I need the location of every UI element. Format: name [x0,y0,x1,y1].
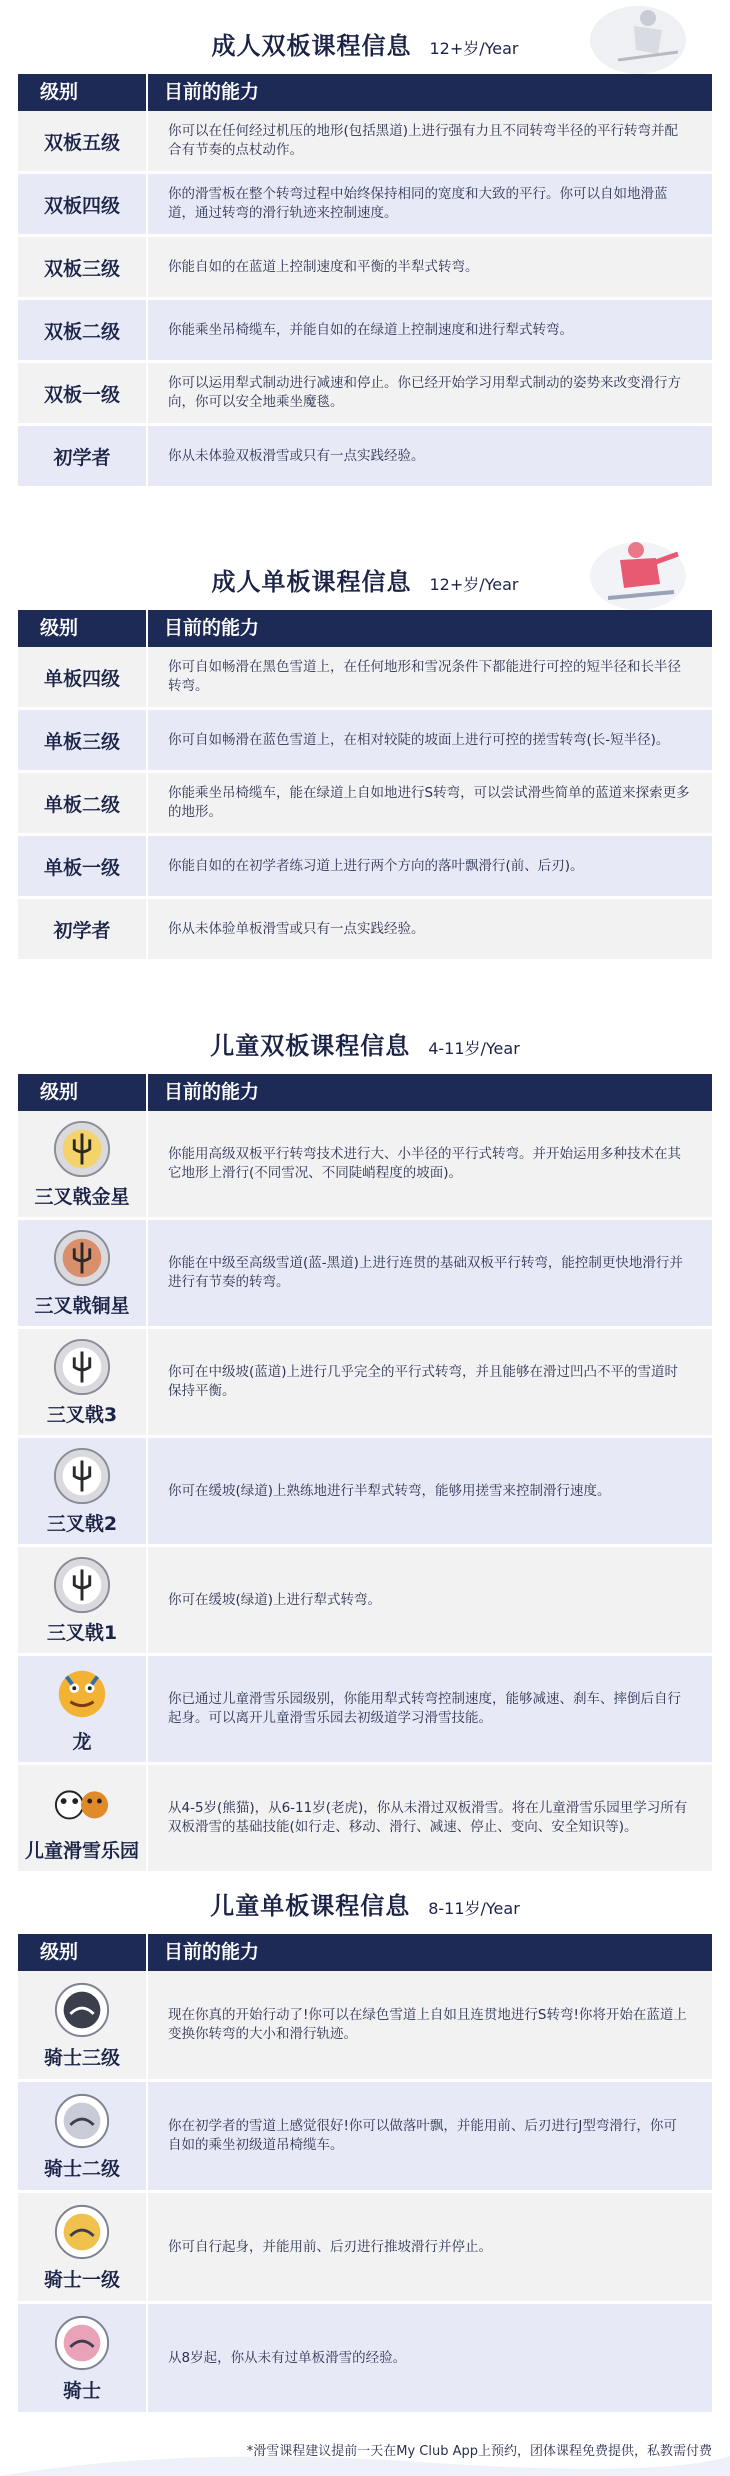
trident-gold-badge-icon [53,1120,111,1178]
level-label: 双板二级 [18,300,148,360]
ability-text: 你能在中级至高级雪道(蓝-黑道)上进行连贯的基础双板平行转弯，能控制更快地滑行并进行有节奏的转弯。 [168,1255,683,1290]
table-row [18,111,712,174]
header-ability: 目前的能力 [164,1081,260,1103]
ability-text: 你可在缓坡(绿道)上熟练地进行半犁式转弯，能够用搓雪来控制滑行速度。 [168,1482,611,1499]
ability-text: 你从未体验单板滑雪或只有一点实践经验。 [168,920,425,937]
level-label: 三叉戟1 [46,1621,118,1644]
level-cell [18,1329,148,1435]
ability-text: 你能自如的在初学者练习道上进行两个方向的落叶飘滑行(前、后刃)。 [168,857,584,874]
table-row [18,1765,712,1874]
header-level: 级别 [18,1074,148,1111]
level-label: 骑士二级 [43,2157,120,2180]
ability-text: 从4-5岁(熊猫)，从6-11岁(老虎)，你从未滑过双板滑雪。将在儿童滑雪乐园里学习所有双板滑雪的基础技能(如行走、移动、滑行、减速、停止、变向、安全知识等)。 [168,1800,688,1835]
table-row [18,1656,712,1765]
level-label: 三叉戟金星 [34,1185,130,1208]
rider-2-badge-icon [53,2092,111,2150]
table-header [18,1934,712,1971]
kids-snowboard-section [18,1860,712,2415]
level-label: 单板一级 [18,836,148,896]
header-ability: 目前的能力 [164,81,260,103]
rider-badge-icon [53,2314,111,2372]
table-header [18,1074,712,1111]
table-row [18,1547,712,1656]
section-age: 8-11岁/Year [428,1899,520,1918]
section-title-block [18,536,712,610]
table-row [18,1438,712,1547]
table-row [18,174,712,237]
table-row [18,710,712,773]
level-label: 双板三级 [18,237,148,297]
level-label: 初学者 [18,426,148,486]
section-title: 成人单板课程信息 [211,568,412,596]
ability-text: 你可在中级坡(蓝道)上进行几乎完全的平行式转弯，并且能够在滑过凹凸不平的雪道时保持平衡。 [168,1364,679,1399]
level-cell [18,1656,148,1762]
table-row [18,363,712,426]
level-cell [18,1111,148,1217]
level-cell [18,2082,148,2190]
level-label: 三叉戟铜星 [34,1294,130,1317]
ability-text: 你的滑雪板在整个转弯过程中始终保持相同的宽度和大致的平行。你可以自如地滑蓝道，通过转弯的滑行轨迹来控制速度。 [168,186,668,221]
level-cell [18,1438,148,1544]
section-title: 成人双板课程信息 [211,32,412,60]
ability-text: 从8岁起，你从未有过单板滑雪的经验。 [168,2349,407,2366]
table-row [18,647,712,710]
level-cell [18,2193,148,2301]
level-label: 双板五级 [18,111,148,171]
level-label: 三叉戟2 [46,1512,118,1535]
table-row [18,237,712,300]
level-label: 单板四级 [18,647,148,707]
footnote: *滑雪课程建议提前一天在My Club App上预约，团体课程免费提供，私教需付费 [246,2444,712,2459]
level-label: 单板二级 [18,773,148,833]
ability-text: 你能乘坐吊椅缆车，并能自如的在绿道上控制速度和进行犁式转弯。 [168,321,573,338]
header-level: 级别 [18,74,148,111]
table-row [18,1329,712,1438]
ability-text: 你可自如畅滑在黑色雪道上，在任何地形和雪况条件下都能进行可控的短半径和长半径转弯。 [168,659,681,694]
level-cell [18,1547,148,1653]
section-title: 儿童单板课程信息 [210,1892,411,1920]
section-title-block [18,1860,712,1934]
level-label: 龙 [72,1730,92,1753]
table-row [18,2304,712,2415]
section-age: 12+岁/Year [429,575,519,594]
table-row [18,1111,712,1220]
level-cell [18,1971,148,2079]
section-age: 4-11岁/Year [428,1039,520,1058]
ability-text: 你能用高级双板平行转弯技术进行大、小半径的平行式转弯。并开始运用多种技术在其它地形上滑行(不同雪况、不同陡峭程度的坡面)。 [168,1146,681,1181]
level-label: 双板一级 [18,363,148,423]
section-title: 儿童双板课程信息 [210,1032,411,1060]
level-cell [18,1765,148,1871]
table-row [18,773,712,836]
header-ability: 目前的能力 [164,617,260,639]
ability-text: 你从未体验双板滑雪或只有一点实践经验。 [168,447,425,464]
ability-text: 你可自行起身，并能用前、后刃进行推坡滑行并停止。 [168,2238,492,2255]
level-label: 骑士一级 [43,2268,120,2291]
level-label: 三叉戟3 [46,1403,118,1426]
table-row [18,426,712,489]
level-label: 儿童滑雪乐园 [24,1839,139,1862]
table-row [18,2082,712,2193]
table-row [18,300,712,363]
ability-text: 你在初学者的雪道上感觉很好!你可以做落叶飘，并能用前、后刃进行J型弯滑行，你可自如的乘坐初级道吊椅缆车。 [168,2118,677,2153]
section-title-block [18,0,712,74]
ability-text: 你可自如畅滑在蓝色雪道上，在相对较陡的坡面上进行可控的搓雪转弯(长-短半径)。 [168,731,670,748]
header-level: 级别 [18,610,148,647]
trident-1-badge-icon [53,1556,111,1614]
level-cell [18,1220,148,1326]
table-row [18,1220,712,1329]
kids-ski-section [18,1000,712,1874]
ability-text: 你能乘坐吊椅缆车，能在绿道上自如地进行S转弯，可以尝试滑些简单的蓝道来探索更多的地形。 [168,785,690,820]
level-label: 初学者 [18,899,148,959]
rider-3-badge-icon [53,1981,111,2039]
panda-tiger-badge-icon [53,1774,111,1832]
level-label: 双板四级 [18,174,148,234]
level-label: 单板三级 [18,710,148,770]
ability-text: 现在你真的开始行动了!你可以在绿色雪道上自如且连贯地进行S转弯!你将开始在蓝道上变换你转弯的大小和滑行轨迹。 [168,2007,687,2042]
trident-3-badge-icon [53,1338,111,1396]
level-cell [18,2304,148,2412]
trident-bronze-badge-icon [53,1229,111,1287]
dragon-badge-icon [53,1665,111,1723]
header-ability: 目前的能力 [164,1941,260,1963]
level-label: 骑士 [62,2379,101,2402]
table-header [18,74,712,111]
section-age: 12+岁/Year [429,39,519,58]
header-level: 级别 [18,1934,148,1971]
level-label: 骑士三级 [43,2046,120,2069]
decorative-wave [0,2446,730,2476]
ability-text: 你可以运用犁式制动进行减速和停止。你已经开始学习用犁式制动的姿势来改变滑行方向，你可以安全地乘坐魔毯。 [168,375,681,410]
adult-ski-section [18,0,712,489]
ability-text: 你可在缓坡(绿道)上进行犁式转弯。 [168,1591,382,1608]
ability-text: 你已通过儿童滑雪乐园级别，你能用犁式转弯控制速度，能够减速、刹车、摔倒后自行起身。可以离开儿童滑雪乐园去初级道学习滑雪技能。 [168,1691,681,1726]
adult-snowboard-section [18,536,712,962]
table-row [18,899,712,962]
table-row [18,1971,712,2082]
section-title-block [18,1000,712,1074]
rider-1-badge-icon [53,2203,111,2261]
table-header [18,610,712,647]
ability-text: 你能自如的在蓝道上控制速度和平衡的半犁式转弯。 [168,258,479,275]
ability-text: 你可以在任何经过机压的地形(包括黑道)上进行强有力且不同转弯半径的平行转弯并配合有节奏的点杖动作。 [168,123,679,158]
table-row [18,836,712,899]
trident-2-badge-icon [53,1447,111,1505]
table-row [18,2193,712,2304]
